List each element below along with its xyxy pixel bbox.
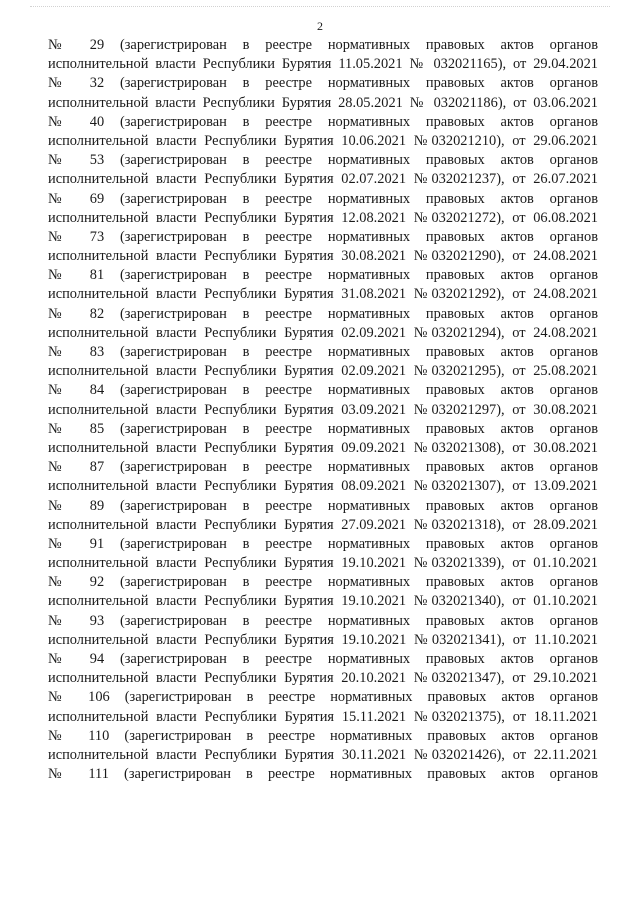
entry-first-line: № 110 (зарегистрирован в реестре нормативных правовых актов органов: [48, 727, 598, 744]
entry-second-line: исполнительной власти Республики Бурятия 27.09.2021 №032021318), от 28.09.2021: [48, 516, 598, 533]
registry-entry-85: [48, 420, 598, 458]
entry-second-line: исполнительной власти Республики Бурятия 03.09.2021 №032021297), от 30.08.2021: [48, 401, 598, 418]
entry-second-line: исполнительной власти Республики Бурятия 19.10.2021 №032021341), от 11.10.2021: [48, 631, 598, 648]
entry-first-line: № 111 (зарегистрирован в реестре нормативных правовых актов органов: [48, 766, 598, 783]
entry-second-line: исполнительной власти Республики Бурятия 19.10.2021 №032021340), от 01.10.2021: [48, 593, 598, 610]
entry-first-line: № 40 (зарегистрирован в реестре нормативных правовых актов органов: [48, 113, 598, 130]
registry-entry-110: [48, 727, 598, 765]
entry-second-line: исполнительной власти Республики Бурятия 08.09.2021 №032021307), от 13.09.2021: [48, 478, 598, 495]
registry-entry-29: [48, 36, 598, 74]
entry-first-line: № 85 (зарегистрирован в реестре нормативных правовых актов органов: [48, 420, 598, 437]
entry-first-line: № 106 (зарегистрирован в реестре нормативных правовых актов органов: [48, 689, 598, 706]
entry-second-line: исполнительной власти Республики Бурятия 30.11.2021 №032021426), от 22.11.2021: [48, 746, 598, 763]
registry-entry-69: [48, 190, 598, 228]
entry-first-line: № 84 (зарегистрирован в реестре нормативных правовых актов органов: [48, 382, 598, 399]
entry-first-line: № 91 (зарегистрирован в реестре нормативных правовых актов органов: [48, 535, 598, 552]
registry-entry-91: [48, 535, 598, 573]
entry-second-line: исполнительной власти Республики Бурятия 02.07.2021 №032021237), от 26.07.2021: [48, 171, 598, 188]
document-body: [48, 36, 598, 784]
page-number: 2: [317, 19, 323, 33]
entry-first-line: № 73 (зарегистрирован в реестре нормативных правовых актов органов: [48, 228, 598, 245]
entry-first-line: № 93 (зарегистрирован в реестре нормативных правовых актов органов: [48, 612, 598, 629]
registry-entry-106: [48, 688, 598, 726]
entry-second-line: исполнительной власти Республики Бурятия 15.11.2021 №032021375), от 18.11.2021: [48, 708, 598, 725]
scan-edge-artifact: [30, 6, 610, 15]
registry-entry-81: [48, 266, 598, 304]
entry-second-line: исполнительной власти Республики Бурятия 19.10.2021 №032021339), от 01.10.2021: [48, 555, 598, 572]
entry-second-line: исполнительной власти Республики Бурятия 12.08.2021 №032021272), от 06.08.2021: [48, 209, 598, 226]
registry-entry-94: [48, 650, 598, 688]
entry-first-line: № 53 (зарегистрирован в реестре нормативных правовых актов органов: [48, 152, 598, 169]
registry-entry-89: [48, 497, 598, 535]
entry-second-line: исполнительной власти Республики Бурятия 02.09.2021 №032021295), от 25.08.2021: [48, 363, 598, 380]
entry-second-line: исполнительной власти Республики Бурятия 02.09.2021 №032021294), от 24.08.2021: [48, 324, 598, 341]
entry-first-line: № 81 (зарегистрирован в реестре нормативных правовых актов органов: [48, 267, 598, 284]
entry-first-line: № 87 (зарегистрирован в реестре нормативных правовых актов органов: [48, 459, 598, 476]
entry-first-line: № 69 (зарегистрирован в реестре нормативных правовых актов органов: [48, 190, 598, 207]
entry-first-line: № 82 (зарегистрирован в реестре нормативных правовых актов органов: [48, 305, 598, 322]
registry-entry-84: [48, 381, 598, 419]
entry-second-line: исполнительной власти Республики Бурятия 28.05.2021 № 032021186), от 03.06.2021: [48, 94, 598, 111]
registry-entry-53: [48, 151, 598, 189]
registry-entry-93: [48, 612, 598, 650]
registry-entry-83: [48, 343, 598, 381]
registry-entry-87: [48, 458, 598, 496]
entry-second-line: исполнительной власти Республики Бурятия 09.09.2021 №032021308), от 30.08.2021: [48, 439, 598, 456]
entry-second-line: исполнительной власти Республики Бурятия 30.08.2021 №032021290), от 24.08.2021: [48, 248, 598, 265]
entry-first-line: № 29 (зарегистрирован в реестре нормативных правовых актов органов: [48, 37, 598, 53]
entry-first-line: № 32 (зарегистрирован в реестре нормативных правовых актов органов: [48, 75, 598, 92]
entry-first-line: № 92 (зарегистрирован в реестре нормативных правовых актов органов: [48, 574, 598, 591]
entry-first-line: № 83 (зарегистрирован в реестре нормативных правовых актов органов: [48, 344, 598, 360]
entry-first-line: № 89 (зарегистрирован в реестре нормативных правовых актов органов: [48, 497, 598, 514]
registry-entry-92: [48, 573, 598, 611]
entry-second-line: исполнительной власти Республики Бурятия 11.05.2021 № 032021165), от 29.04.2021: [48, 56, 598, 73]
registry-entry-73: [48, 228, 598, 266]
registry-entry-111: [48, 765, 598, 784]
registry-entry-40: [48, 113, 598, 151]
registry-entry-82: [48, 305, 598, 343]
entry-second-line: исполнительной власти Республики Бурятия 31.08.2021 №032021292), от 24.08.2021: [48, 286, 598, 303]
entry-second-line: исполнительной власти Республики Бурятия 20.10.2021 №032021347), от 29.10.2021: [48, 670, 598, 687]
entry-first-line: № 94 (зарегистрирован в реестре нормативных правовых актов органов: [48, 651, 598, 667]
entry-second-line: исполнительной власти Республики Бурятия 10.06.2021 №032021210), от 29.06.2021: [48, 132, 598, 149]
registry-entry-32: [48, 74, 598, 112]
